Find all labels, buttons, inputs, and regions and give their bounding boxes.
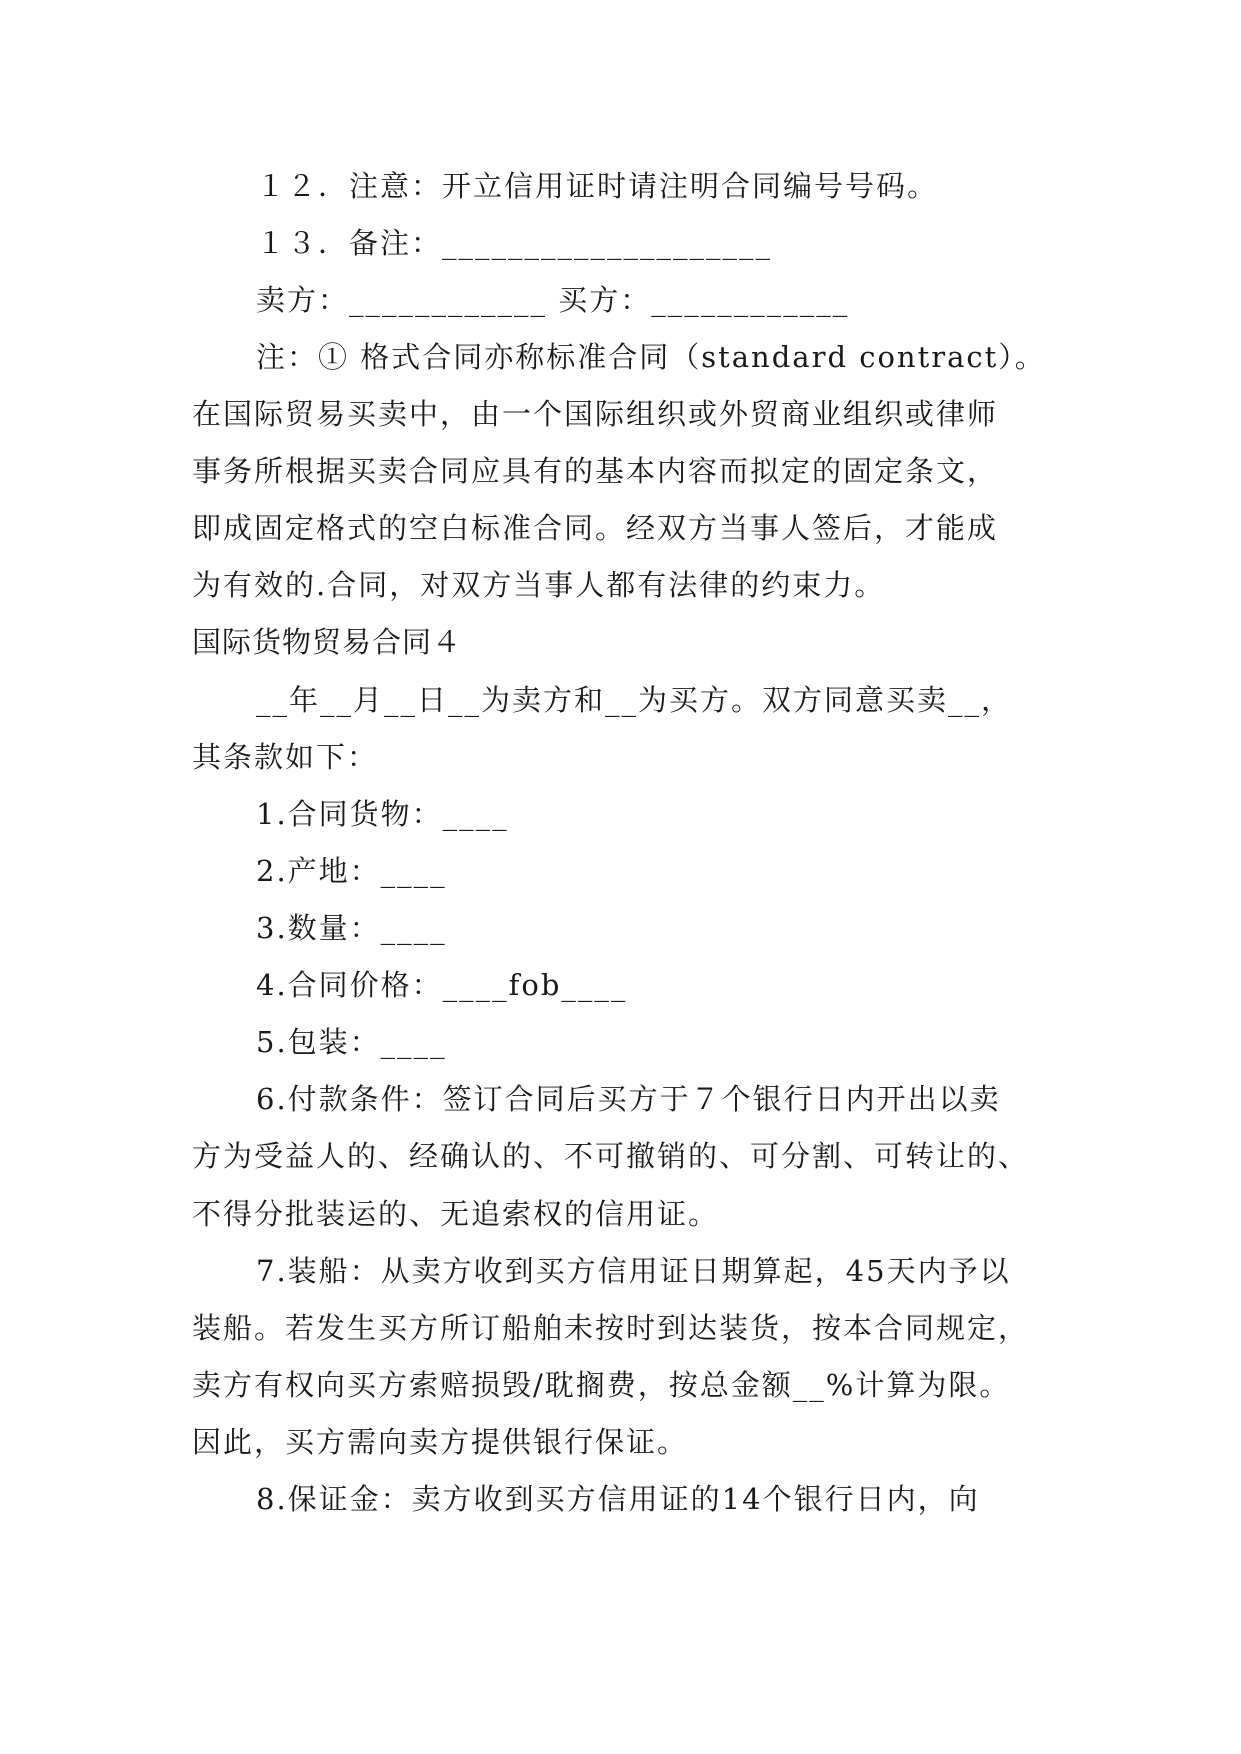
signature-line: 卖方：____________ 买方：____________ xyxy=(256,283,850,317)
footnote-line-3: 事务所根据买卖合同应具有的基本内容而拟定的固定条文， xyxy=(192,454,999,488)
item-7-shipment-line-3: 卖方有权向买方索赔损毁/耽搁费，按总金额__%计算为限。 xyxy=(192,1368,1011,1402)
clause-13-remarks: １３．备注：____________________ xyxy=(256,226,773,260)
intro-line-1: __年__月__日__为卖方和__为买方。双方同意买卖__， xyxy=(256,683,1013,717)
item-6-payment-line-1: 6.付款条件：签订合同后买方于７个银行日内开出以卖 xyxy=(256,1082,1001,1116)
item-7-shipment-line-2: 装船。若发生买方所订船舶未按时到达装货，按本合同规定， xyxy=(192,1311,1030,1345)
intro-line-2: 其条款如下： xyxy=(192,740,379,774)
item-3-quantity: 3.数量：____ xyxy=(256,911,447,945)
section-title: 国际货物贸易合同４ xyxy=(192,625,463,659)
item-2-origin: 2.产地：____ xyxy=(256,854,447,888)
item-7-shipment-line-1: 7.装船：从卖方收到买方信用证日期算起，45天内予以 xyxy=(256,1254,1011,1288)
item-5-packing: 5.包装：____ xyxy=(256,1025,447,1059)
footnote-line-2: 在国际贸易买卖中，由一个国际组织或外贸商业组织或律师 xyxy=(192,397,999,431)
item-1-goods: 1.合同货物：____ xyxy=(256,797,509,831)
item-6-payment-line-2: 方为受益人的、经确认的、不可撤销的、可分割、可转让的、 xyxy=(192,1139,1030,1173)
footnote-line-5: 为有效的.合同，对双方当事人都有法律的约束力。 xyxy=(192,568,886,602)
clause-12-note: １２．注意：开立信用证时请注明合同编号号码。 xyxy=(256,169,939,203)
item-6-payment-line-3: 不得分批装运的、无追索权的信用证。 xyxy=(192,1197,720,1231)
footnote-line-4: 即成固定格式的空白标准合同。经双方当事人签后，才能成 xyxy=(192,511,999,545)
item-4-price: 4.合同价格：____fob____ xyxy=(256,968,628,1002)
footnote-line-1: 注：① 格式合同亦称标准合同（standard contract）。 xyxy=(256,340,1046,374)
item-7-shipment-line-4: 因此，买方需向卖方提供银行保证。 xyxy=(192,1425,689,1459)
item-8-deposit-line-1: 8.保证金：卖方收到买方信用证的14个银行日内，向 xyxy=(256,1482,980,1516)
